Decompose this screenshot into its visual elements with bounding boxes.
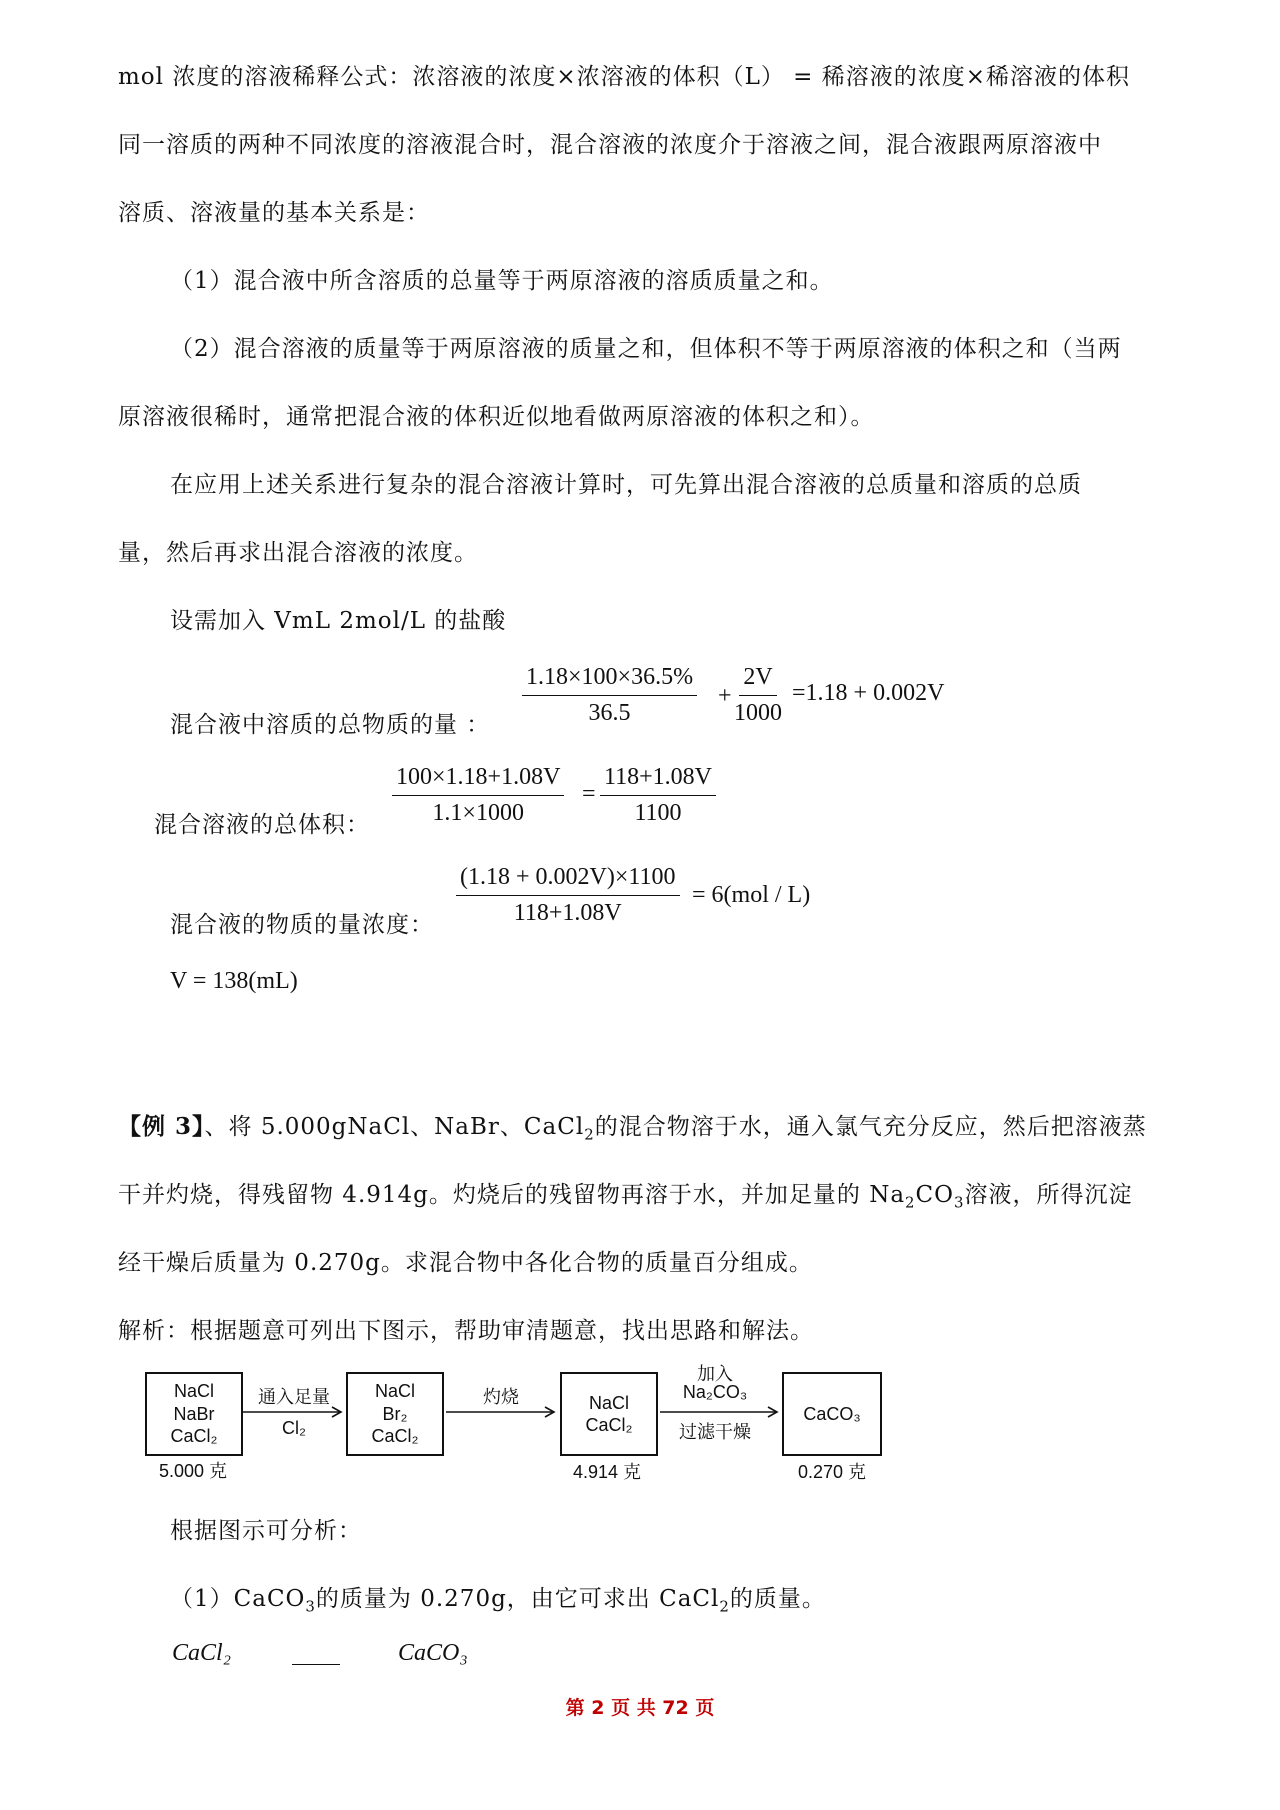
flow-box-1-item: NaCl [173,1381,214,1402]
flow-arrow-1-top-label: 通入足量 [258,1387,330,1407]
analysis-intro: 根据图示可分析： [170,1518,362,1544]
equation-2-label: 混合溶液的总体积： [154,812,370,838]
equation-1-plus: + [718,683,732,709]
relation-left-text: CaCl₂ [172,1640,232,1666]
equation-2-numerator-1: 100×1.18+1.08V [392,764,564,796]
example-3-line-1-sub: 2 [584,1125,595,1144]
equation-4-answer: V = 138(mL) [170,968,298,994]
relation-right-text: CaCO₃ [398,1640,468,1666]
relation-blank-line [292,1664,340,1665]
example-3-line-2-text: 干并灼烧，得残留物 4.914g。灼烧后的残留物再溶于水，并加足量的 Na [118,1182,906,1208]
example-3-line-2-sub-1: 2 [905,1193,916,1212]
analysis-step-1-sub-2: 2 [719,1597,730,1616]
flow-box-3-item: CaCl₂ [585,1415,633,1435]
flow-box-1 [145,1372,243,1456]
analysis-step-1-text-cont: 的质量。 [729,1586,826,1612]
analysis-step-1-mid: 的质量为 0.270g，由它可求出 CaCl [315,1586,720,1612]
equation-3-result: = 6(mol / L) [692,882,811,908]
relation-right-formula [398,1640,468,1667]
flow-box-4-mass: 0.270 克 [797,1462,867,1482]
flow-box-2-item: NaCl [374,1381,415,1402]
flow-box-2-item: CaCl₂ [371,1426,419,1447]
flow-arrow-3-top-label-2: Na₂CO₃ [682,1382,748,1402]
example-3-line-2-mid: CO [915,1182,955,1208]
flow-box-2 [346,1372,444,1456]
example-3-line-2-sub-2: 3 [954,1193,965,1212]
paragraph-dilution-formula: mol 浓度的溶液稀释公式：浓溶液的浓度×浓溶液的体积（L） = 稀溶液的浓度×稀溶液的体积 [118,64,1131,90]
equation-2-fraction-1 [392,764,564,827]
page-footer: 第 2 页 共 72 页 [565,1697,715,1719]
equation-1-result: =1.18 + 0.002V [792,680,945,706]
paragraph-mixing-intro: 同一溶质的两种不同浓度的溶液混合时，混合溶液的浓度介于溶液之间，混合液跟两原溶液中 [118,132,1102,158]
equation-3-denominator: 118+1.08V [513,900,622,926]
flow-arrow-3 [660,1407,777,1417]
paragraph-mixing-intro-cont: 溶质、溶液量的基本关系是： [118,200,430,226]
paragraph-rule-2-cont: 原溶液很稀时，通常把混合液的体积近似地看做两原溶液的体积之和）。 [118,404,875,430]
example-3-line-1-text: 、将 5.000gNaCl、NaBr、CaCl [204,1114,585,1140]
analysis-line: 解析：根据题意可列出下图示，帮助审清题意，找出思路和解法。 [118,1318,814,1344]
flow-box-1-mass: 5.000 克 [158,1461,228,1481]
flow-box-4 [782,1372,882,1456]
equation-2-numerator-2: 118+1.08V [600,764,716,796]
example-3-tag: 【例 3】 [118,1113,205,1140]
analysis-step-1-sub-1: 3 [305,1597,316,1616]
equation-3-fraction [456,864,680,927]
equation-3-numerator: (1.18 + 0.002V)×1100 [456,864,680,896]
flow-box-3 [560,1372,658,1456]
equation-3-label: 混合液的物质的量浓度： [170,912,434,938]
equation-1-numerator-2: 2V [739,664,776,696]
flow-box-3-mass: 4.914 克 [572,1462,642,1482]
flow-box-3-item: NaCl [588,1392,629,1413]
example-3-line-2 [118,1176,1133,1212]
flow-box-1-item: CaCl₂ [170,1426,218,1447]
equation-1-fraction-1 [522,664,697,727]
flow-box-4-item: CaCO₃ [803,1403,861,1424]
analysis-step-1 [170,1580,826,1616]
paragraph-rule-2: （2）混合溶液的质量等于两原溶液的质量之和，但体积不等于两原溶液的体积之和（当两 [170,336,1122,362]
flow-box-1-item: NaBr [173,1403,215,1424]
flow-arrow-1-bottom-label: Cl₂ [282,1418,306,1438]
example-3-line-3: 经干燥后质量为 0.270g。求混合物中各化合物的质量百分组成。 [118,1250,813,1276]
example-3-line-2-text-cont: 溶液，所得沉淀 [964,1182,1133,1208]
equation-2-denominator-1: 1.1×1000 [432,800,524,826]
equation-1-denominator-1: 36.5 [588,700,631,726]
equation-2-fraction-2 [600,764,716,827]
equation-1-fraction-2 [734,664,782,727]
paragraph-rule-1: （1）混合液中所含溶质的总量等于两原溶液的溶质质量之和。 [170,268,834,294]
paragraph-application-cont: 量，然后再求出混合溶液的浓度。 [118,540,478,566]
example-3-line-1-text-cont: 的混合物溶于水，通入氯气充分反应，然后把溶液蒸 [594,1114,1147,1140]
equation-2-equals: = [582,781,596,807]
flow-arrow-2-top-label: 灼烧 [483,1387,519,1407]
paragraph-application: 在应用上述关系进行复杂的混合溶液计算时，可先算出混合溶液的总质量和溶质的总质 [170,472,1082,498]
flow-arrow-3-top-label-1: 加入 [697,1364,733,1384]
equation-1-numerator-1: 1.18×100×36.5% [522,664,697,696]
relation-left-formula [172,1640,231,1667]
analysis-step-1-text: （1）CaCO [170,1586,306,1612]
equation-2-denominator-2: 1100 [634,800,682,826]
example-3-line-1 [118,1108,1147,1144]
flow-arrow-3-bottom-label: 过滤干燥 [679,1422,751,1442]
equation-1-denominator-2: 1000 [734,700,782,726]
equation-1-label: 混合液中溶质的总物质的量 ： [170,712,491,738]
paragraph-assumption: 设需加入 VmL 2mol/L 的盐酸 [170,608,507,634]
flow-box-2-item: Br₂ [382,1403,408,1424]
